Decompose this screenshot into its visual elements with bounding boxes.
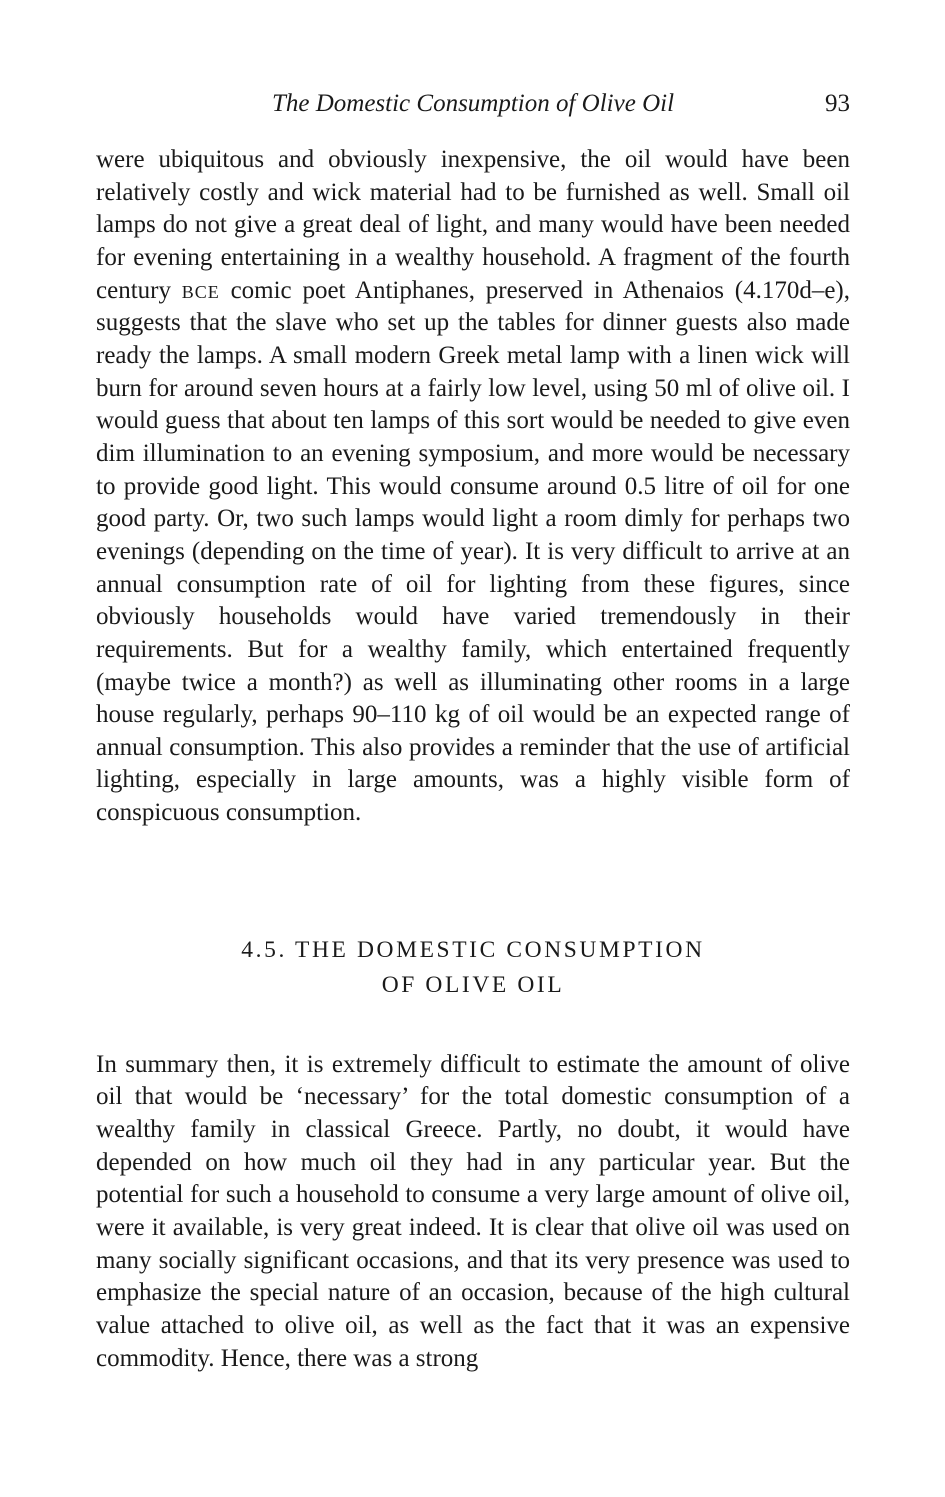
body-paragraph-lighting [96,144,850,830]
era-abbreviation: bce [181,276,220,304]
running-title: The Domestic Consumption of Olive Oil [271,90,675,117]
section-heading-line: OF OLIVE OIL [381,971,565,998]
section-heading-line: 4.5. THE DOMESTIC CONSUMPTION [241,936,705,963]
paragraph-text-part: were ubiquitous and obviously inexpensive, the oil would have been relatively costly and wick material had to be furnished as well. Small oil lamps do not give a great deal of light, and many would have been needed for evening entertaining in a wealthy household. A fragment of the fourth century [96,146,850,304]
paragraph-text-part: comic poet Antiphanes, preserved in Athenaios (4.170d–e), suggests that the slave who set up the tables for dinner guests also made ready the lamps. A small modern Greek metal lamp with a linen wick will burn for around seven hours at a fairly low level, using 50 ml of olive oil. I would guess that about ten lamps of this sort would be needed to give even dim illumination to an evening symposium, and more would be necessary to provide good light. This would consume around 0.5 litre of oil for one good party. Or, two such lamps would light a room dimly for perhaps two evenings (depending on the time of year). It is very difficult to arrive at an annual consumption rate of oil for lighting from these figures, since obviously households would have varied tremendously in their requirements. But for a wealthy family, which entertained frequently (maybe twice a month?) as well as illuminating other rooms in a large house regularly, perhaps 90–110 kg of oil would be an expected range of annual consumption. This also provides a reminder that the use of artificial lighting, especially in large amounts, was a highly visible form of conspicuous consumption. [96,276,851,827]
page-number: 93 [825,90,850,117]
section-heading [96,933,850,1003]
book-page [96,86,850,1375]
running-header [96,86,850,126]
body-paragraph-summary: In summary then, it is extremely difficult to estimate the amount of olive oil that would be ‘necessary’ for the total domestic consumption of a wealthy family in classical Greece. Partly, no doubt, it would have depended on how much oil they had in any particular year. But the potential for such a household to consume a very large amount of olive oil, were it available, is very great indeed. It is clear that olive oil was used on many socially significant occasions, and that its very presence was used to emphasize the special nature of an occasion, because of the high cultural value attached to olive oil, as well as the fact that it was an expensive commodity. Hence, there was a strong [96,1050,850,1372]
